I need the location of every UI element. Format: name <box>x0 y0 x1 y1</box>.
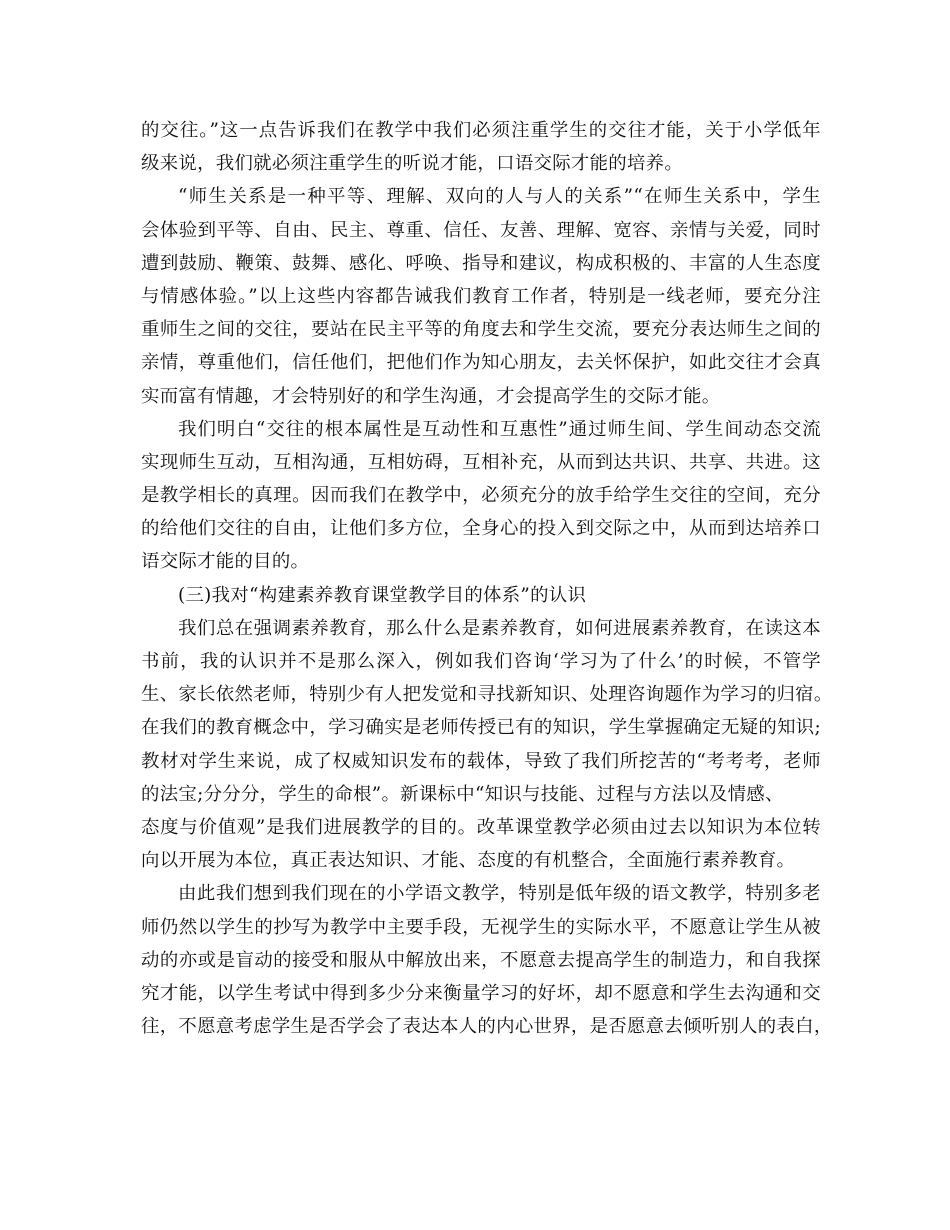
text-line: 的给他们交往的自由，让他们多方位，全身心的投入到交际之中，从而到达培养口 <box>141 518 821 540</box>
text-line: “师生关系是一种平等、理解、双向的人与人的关系”“在师生关系中，学生 <box>178 186 821 208</box>
text-line: 语交际才能的目的。 <box>141 551 310 573</box>
text-line: 实现师生互动，互相沟通，互相妨碍，互相补充，从而到达共识、共享、共进。这 <box>141 451 821 473</box>
text-line: 级来说，我们就必须注重学生的听说才能，口语交际才能的培养。 <box>141 153 684 175</box>
document-body-text <box>141 114 833 1043</box>
text-line: 我们明白“交往的根本属性是互动性和互惠性”通过师生间、学生间动态交流 <box>178 418 821 440</box>
text-line: 向以开展为本位，真正表达知识、才能、态度的有机整合，全面施行素养教育。 <box>141 850 796 872</box>
text-line: 态度与价值观”是我们进展教学的目的。改革课堂教学必须由过去以知识为本位转 <box>141 816 821 838</box>
text-line: 实而富有情趣，才会特别好的和学生沟通，才会提高学生的交际才能。 <box>141 385 721 407</box>
text-line: 动的亦或是盲动的接受和服从中解放出来，不愿意去提高学生的制造力，和自我探 <box>141 949 821 971</box>
text-line: 会体验到平等、自由、民主、尊重、信任、友善、理解、宽容、亲情与关爱，同时 <box>141 219 821 241</box>
text-line: 我们总在强调素养教育，那么什么是素养教育，如何进展素养教育，在读这本 <box>178 617 821 639</box>
text-line: 教材对学生来说，成了权威知识发布的载体，导致了我们所挖苦的“考考考，老师 <box>141 750 821 772</box>
text-line: 究才能，以学生考试中得到多少分来衡量学习的好坏，却不愿意和学生去沟通和交 <box>141 982 821 1004</box>
text-line: (三)我对“构建素养教育课堂教学目的体系”的认识 <box>178 584 587 606</box>
text-line: 生、家长依然老师，特别少有人把发觉和寻找新知识、处理咨询题作为学习的归宿。 <box>141 684 833 706</box>
text-line: 师仍然以学生的抄写为教学中主要手段，无视学生的实际水平，不愿意让学生从被 <box>141 916 821 938</box>
text-line: 的交往。”这一点告诉我们在教学中我们必须注重学生的交往才能，关于小学低年 <box>141 120 821 141</box>
text-line: 重师生之间的交往，要站在民主平等的角度去和学生交流，要充分表达师生之间的 <box>141 319 821 341</box>
text-line: 往，不愿意考虑学生是否学会了表达本人的内心世界，是否愿意去倾听别人的表白， <box>141 1016 833 1038</box>
text-line: 的法宝;分分分，学生的命根”。新课标中“知识与技能、过程与方法以及情感、 <box>141 783 784 805</box>
text-line: 在我们的教育概念中，学习确实是老师传授已有的知识，学生掌握确定无疑的知识; <box>141 717 821 739</box>
text-line: 亲情，尊重他们，信任他们，把他们作为知心朋友，去关怀保护，如此交往才会真 <box>141 352 821 374</box>
text-line: 书前，我的认识并不是那么深入，例如我们咨询‘学习为了什么’的时候，不管学 <box>141 651 821 672</box>
text-line: 是教学相长的真理。因而我们在教学中，必须充分的放手给学生交往的空间，充分 <box>141 485 821 507</box>
text-line: 由此我们想到我们现在的小学语文教学，特别是低年级的语文教学，特别多老 <box>178 883 821 905</box>
text-line: 与情感体验。”以上这些内容都告诫我们教育工作者，特别是一线老师，要充分注 <box>141 285 821 307</box>
text-line: 遭到鼓励、鞭策、鼓舞、感化、呼唤、指导和建议，构成积极的、丰富的人生态度 <box>141 252 821 274</box>
